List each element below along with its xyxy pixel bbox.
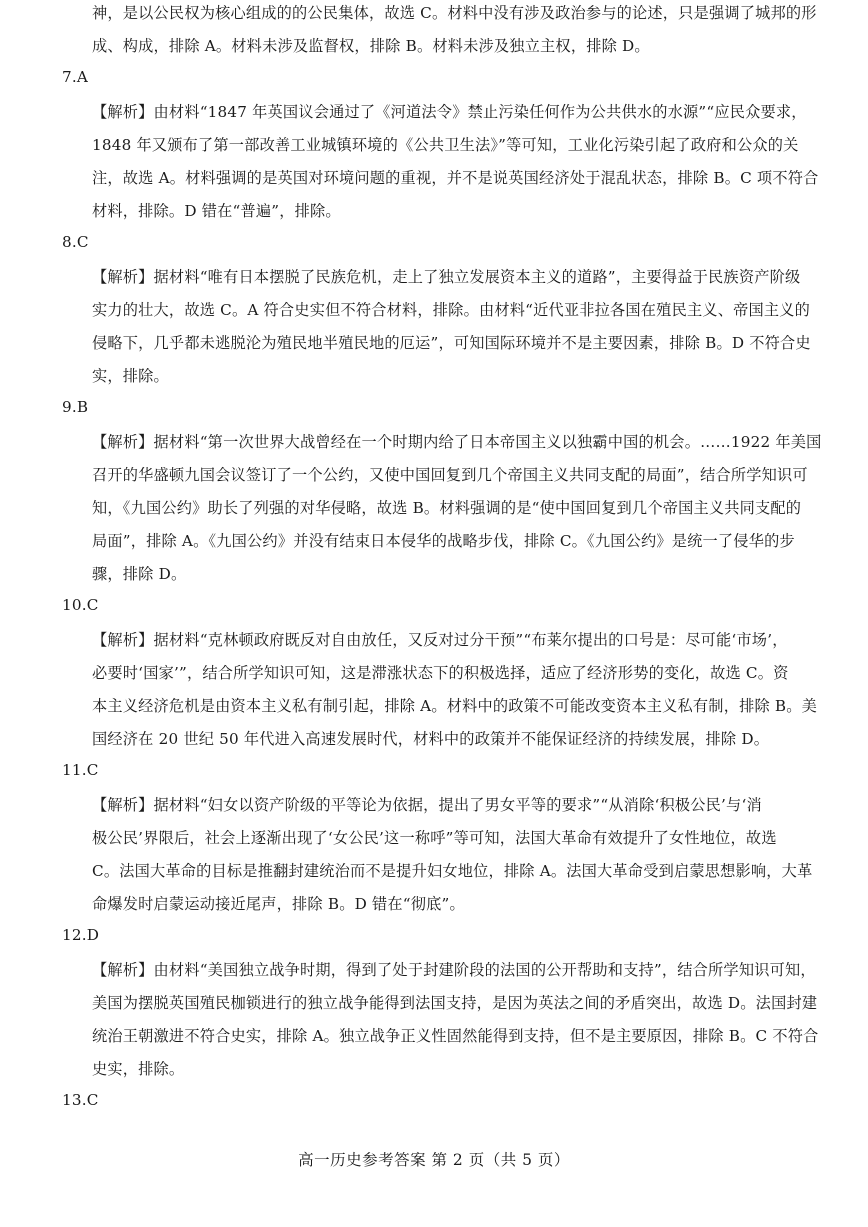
- answer-text-line: 侵略下，几乎都未逃脱沦为殖民地半殖民地的厄运”，可知国际环境并不是主要因素，排除 B。D 不符合史: [92, 334, 811, 352]
- answer-text-line: 【解析】据材料“唯有日本摆脱了民族危机，走上了独立发展资本主义的道路”，主要得益于民族资产阶级: [92, 268, 801, 286]
- answer-text-line: 【解析】据材料“第一次世界大战曾经在一个时期内给了日本帝国主义以独霸中国的机会。……1922 年美国: [92, 433, 822, 451]
- answer-text-line: 【解析】由材料“1847 年英国议会通过了《河道法令》禁止污染任何作为公共供水的水源”“应民众要求，: [92, 103, 807, 121]
- question-number: 13.C: [62, 1091, 99, 1109]
- answer-text-line: 实力的壮大，故选 C。A 符合史实但不符合材料，排除。由材料“近代亚非拉各国在殖民主义、帝国主义的: [92, 301, 811, 319]
- answer-text-line: 本主义经济危机是由资本主义私有制引起，排除 A。材料中的政策不可能改变资本主义私有制，排除 B。美: [92, 697, 818, 715]
- answer-text-line: 实，排除。: [92, 367, 169, 385]
- answer-text-line: 知，《九国公约》助长了列强的对华侵略，故选 B。材料强调的是“使中国回复到几个帝国主义共同支配的: [92, 499, 802, 517]
- answer-text-line: 美国为摆脱英国殖民枷锁进行的独立战争能得到法国支持，是因为英法之间的矛盾突出，故选 D。法国封建: [92, 994, 818, 1012]
- answer-text-line: 统治王朝激进不符合史实，排除 A。独立战争正义性固然能得到支持，但不是主要原因，排除 B。C 不符合: [92, 1027, 819, 1045]
- answer-text-line: 极公民’界限后，社会上逐渐出现了‘女公民’这一称呼”等可知，法国大革命有效提升了女性地位，故选: [92, 829, 777, 847]
- answer-text-line: 神，是以公民权为核心组成的的公民集体，故选 C。材料中没有涉及政治参与的论述，只是强调了城邦的形: [92, 4, 817, 22]
- answer-text-line: 必要时‘国家’”，结合所学知识可知，这是滞涨状态下的积极选择，适应了经济形势的变化，故选 C。资: [92, 664, 789, 682]
- question-number: 8.C: [62, 233, 89, 251]
- answer-text-line: 召开的华盛顿九国会议签订了一个公约，又使中国回复到几个帝国主义共同支配的局面”，结合所学知识可: [92, 466, 808, 484]
- answer-text-line: 史实，排除。: [92, 1060, 185, 1078]
- page-footer: 高一历史参考答案 第 2 页（共 5 页）: [298, 1151, 570, 1169]
- question-number: 10.C: [62, 596, 99, 614]
- answer-text-line: 注，故选 A。材料强调的是英国对环境问题的重视，并不是说英国经济处于混乱状态，排除 B。C 项不符合: [92, 169, 819, 187]
- question-number: 11.C: [62, 761, 99, 779]
- answer-text-line: 成、构成，排除 A。材料未涉及监督权，排除 B。材料未涉及独立主权，排除 D。: [92, 37, 650, 55]
- answer-text-line: 【解析】据材料“妇女以资产阶级的平等论为依据，提出了男女平等的要求”“从消除‘积极公民’与‘消: [92, 796, 762, 814]
- answer-text-line: 局面”，排除 A。《九国公约》并没有结束日本侵华的战略步伐，排除 C。《九国公约》是统一了侵华的步: [92, 532, 795, 550]
- answer-text-line: 1848 年又颁布了第一部改善工业城镇环境的《公共卫生法》”等可知，工业化污染引起了政府和公众的关: [92, 136, 799, 154]
- answer-text-line: 【解析】由材料“美国独立战争时期，得到了处于封建阶段的法国的公开帮助和支持”，结合所学知识可知，: [92, 961, 816, 979]
- answer-text-line: 【解析】据材料“克林顿政府既反对自由放任，又反对过分干预”“布莱尔提出的口号是：尽可能‘市场’，: [92, 631, 788, 649]
- answer-text-line: 材料，排除。D 错在“普遍”，排除。: [92, 202, 341, 220]
- answer-text-line: C。法国大革命的目标是推翻封建统治而不是提升妇女地位，排除 A。法国大革命受到启蒙思想影响，大革: [92, 862, 813, 880]
- question-number: 7.A: [62, 68, 89, 86]
- question-number: 12.D: [62, 926, 100, 944]
- answer-text-line: 骤，排除 D。: [92, 565, 187, 583]
- answer-text-line: 命爆发时启蒙运动接近尾声，排除 B。D 错在“彻底”。: [92, 895, 465, 913]
- answer-text-line: 国经济在 20 世纪 50 年代进入高速发展时代，材料中的政策并不能保证经济的持续发展，排除 D。: [92, 730, 770, 748]
- question-number: 9.B: [62, 398, 89, 416]
